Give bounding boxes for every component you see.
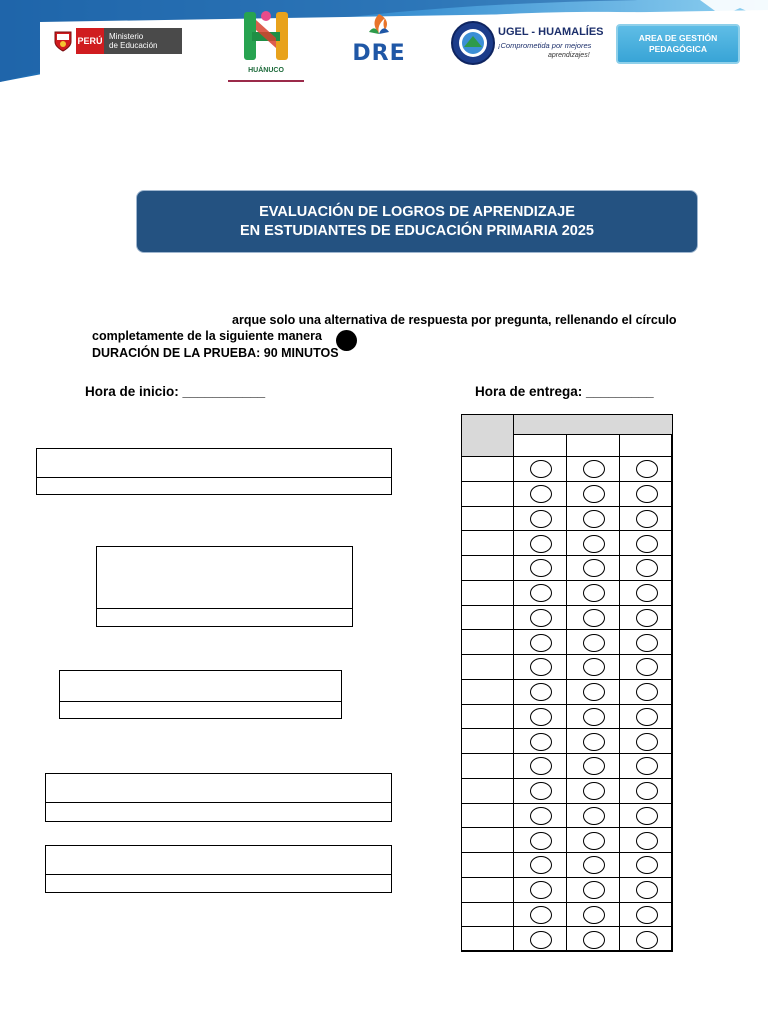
grid-question-cell <box>461 481 514 507</box>
peru-shield-icon <box>50 28 76 54</box>
answer-bubble[interactable] <box>583 485 605 503</box>
answer-bubble[interactable] <box>583 807 605 825</box>
answer-bubble[interactable] <box>583 832 605 850</box>
minedu-line2: de Educación <box>109 41 158 50</box>
grid-question-cell <box>461 605 514 631</box>
student-info-box-5-footer <box>46 874 391 892</box>
grid-question-cell <box>461 704 514 730</box>
answer-bubble[interactable] <box>583 856 605 874</box>
grid-question-cell <box>461 902 514 928</box>
ugel-tagline-2: aprendizajes! <box>548 52 590 59</box>
grid-question-cell <box>461 827 514 853</box>
answer-bubble[interactable] <box>583 460 605 478</box>
grid-header-question <box>461 414 514 457</box>
answer-bubble[interactable] <box>530 881 552 899</box>
answer-bubble[interactable] <box>636 708 658 726</box>
answer-bubble[interactable] <box>636 510 658 528</box>
area-gestion-badge <box>616 24 740 64</box>
answer-bubble[interactable] <box>583 609 605 627</box>
exam-title-line1: EVALUACIÓN DE LOGROS DE APRENDIZAJE <box>259 203 575 220</box>
exam-title <box>136 190 698 253</box>
answer-bubble[interactable] <box>636 807 658 825</box>
answer-bubble[interactable] <box>636 906 658 924</box>
answer-bubble[interactable] <box>530 782 552 800</box>
answer-bubble[interactable] <box>530 683 552 701</box>
answer-bubble[interactable] <box>636 881 658 899</box>
student-info-box-2[interactable] <box>96 546 353 627</box>
answer-bubble[interactable] <box>636 634 658 652</box>
dre-flame-icon <box>359 12 399 36</box>
answer-bubble[interactable] <box>636 658 658 676</box>
grid-question-cell <box>461 629 514 655</box>
answer-bubble[interactable] <box>636 856 658 874</box>
grid-question-cell <box>461 803 514 829</box>
minedu-logo <box>50 28 182 54</box>
answer-bubble[interactable] <box>583 708 605 726</box>
test-duration: DURACIÓN DE LA PRUEBA: 90 MINUTOS <box>92 346 339 360</box>
answer-bubble[interactable] <box>530 609 552 627</box>
grid-question-cell <box>461 580 514 606</box>
end-time-label <box>475 384 654 399</box>
student-info-box-5[interactable] <box>45 845 392 893</box>
answer-bubble[interactable] <box>583 559 605 577</box>
huanuco-logo <box>228 8 304 82</box>
answer-bubble[interactable] <box>530 559 552 577</box>
area-line1: AREA DE GESTIÓN <box>638 33 718 43</box>
instruction-line1: arque solo una alternativa de respuesta por pregunta, rellenando el círculo <box>232 313 677 327</box>
answer-bubble[interactable] <box>530 807 552 825</box>
answer-bubble[interactable] <box>583 535 605 553</box>
grid-question-cell <box>461 753 514 779</box>
answer-bubble[interactable] <box>636 609 658 627</box>
answer-bubble[interactable] <box>583 584 605 602</box>
answer-bubble[interactable] <box>583 658 605 676</box>
student-info-box-1-footer <box>37 477 391 494</box>
answer-bubble[interactable] <box>583 683 605 701</box>
answer-sheet-grid <box>461 414 672 951</box>
answer-bubble[interactable] <box>636 782 658 800</box>
answer-bubble[interactable] <box>530 931 552 949</box>
answer-bubble[interactable] <box>530 485 552 503</box>
grid-question-cell <box>461 456 514 482</box>
answer-bubble[interactable] <box>636 485 658 503</box>
student-info-box-4[interactable] <box>45 773 392 822</box>
answer-bubble[interactable] <box>530 658 552 676</box>
student-info-box-3[interactable] <box>59 670 342 719</box>
grid-header-option <box>566 434 620 457</box>
answer-bubble[interactable] <box>583 634 605 652</box>
answer-bubble[interactable] <box>530 757 552 775</box>
answer-bubble[interactable] <box>530 733 552 751</box>
grid-header-option <box>513 434 567 457</box>
answer-bubble[interactable] <box>636 460 658 478</box>
answer-bubble[interactable] <box>636 757 658 775</box>
huanuco-underline <box>228 80 304 82</box>
huanuco-caption: HUÁNUCO <box>248 67 284 74</box>
ugel-seal-icon <box>450 20 496 66</box>
grid-header-option <box>619 434 673 457</box>
student-info-box-3-footer <box>60 701 341 718</box>
filled-circle-example-icon <box>336 330 357 351</box>
answer-bubble[interactable] <box>530 535 552 553</box>
grid-question-cell <box>461 679 514 705</box>
ugel-title: UGEL - HUAMALÍES <box>498 26 604 38</box>
student-info-box-4-footer <box>46 802 391 821</box>
answer-bubble[interactable] <box>583 510 605 528</box>
ugel-logo <box>450 20 610 68</box>
grid-question-cell <box>461 555 514 581</box>
answer-bubble[interactable] <box>530 906 552 924</box>
answer-bubble[interactable] <box>636 559 658 577</box>
grid-question-cell <box>461 926 514 952</box>
answer-bubble[interactable] <box>530 832 552 850</box>
grid-question-cell <box>461 852 514 878</box>
answer-bubble[interactable] <box>636 931 658 949</box>
huanuco-h-icon <box>236 8 296 64</box>
answer-bubble[interactable] <box>583 733 605 751</box>
start-time-label: Hora de inicio: ___________ <box>85 384 266 399</box>
dre-logo <box>346 12 412 68</box>
answer-bubble[interactable] <box>583 906 605 924</box>
answer-bubble[interactable] <box>636 683 658 701</box>
student-info-box-2-footer <box>97 608 352 626</box>
grid-question-cell <box>461 778 514 804</box>
answer-bubble[interactable] <box>530 634 552 652</box>
minedu-name <box>104 28 182 54</box>
grid-question-cell <box>461 877 514 903</box>
dre-letters: DRE <box>352 41 406 66</box>
answer-bubble[interactable] <box>583 881 605 899</box>
answer-bubble[interactable] <box>530 510 552 528</box>
end-time-label-text: Hora de entrega <box>475 384 578 399</box>
grid-question-cell <box>461 728 514 754</box>
minedu-line1: Ministerio <box>109 32 144 41</box>
answer-bubble[interactable] <box>583 757 605 775</box>
end-time-blank: : _________ <box>577 384 654 399</box>
answer-bubble[interactable] <box>530 708 552 726</box>
answer-bubble[interactable] <box>636 832 658 850</box>
grid-question-cell <box>461 654 514 680</box>
grid-question-cell <box>461 530 514 556</box>
instruction-line2: completamente de la siguiente manera <box>92 329 322 343</box>
answer-bubble[interactable] <box>530 460 552 478</box>
student-info-box-1[interactable] <box>36 448 392 495</box>
answer-bubble[interactable] <box>583 782 605 800</box>
exam-title-line2: EN ESTUDIANTES DE EDUCACIÓN PRIMARIA 2025 <box>240 222 594 239</box>
answer-bubble[interactable] <box>530 584 552 602</box>
answer-bubble[interactable] <box>636 733 658 751</box>
grid-question-cell <box>461 506 514 532</box>
grid-header-options <box>513 414 673 435</box>
minedu-country: PERÚ <box>76 28 104 54</box>
ugel-tagline: ¡Comprometida por mejores <box>498 41 592 50</box>
answer-bubble[interactable] <box>530 856 552 874</box>
answer-bubble[interactable] <box>636 535 658 553</box>
answer-bubble[interactable] <box>636 584 658 602</box>
area-line2: PEDAGÓGICA <box>648 44 708 54</box>
answer-bubble[interactable] <box>583 931 605 949</box>
